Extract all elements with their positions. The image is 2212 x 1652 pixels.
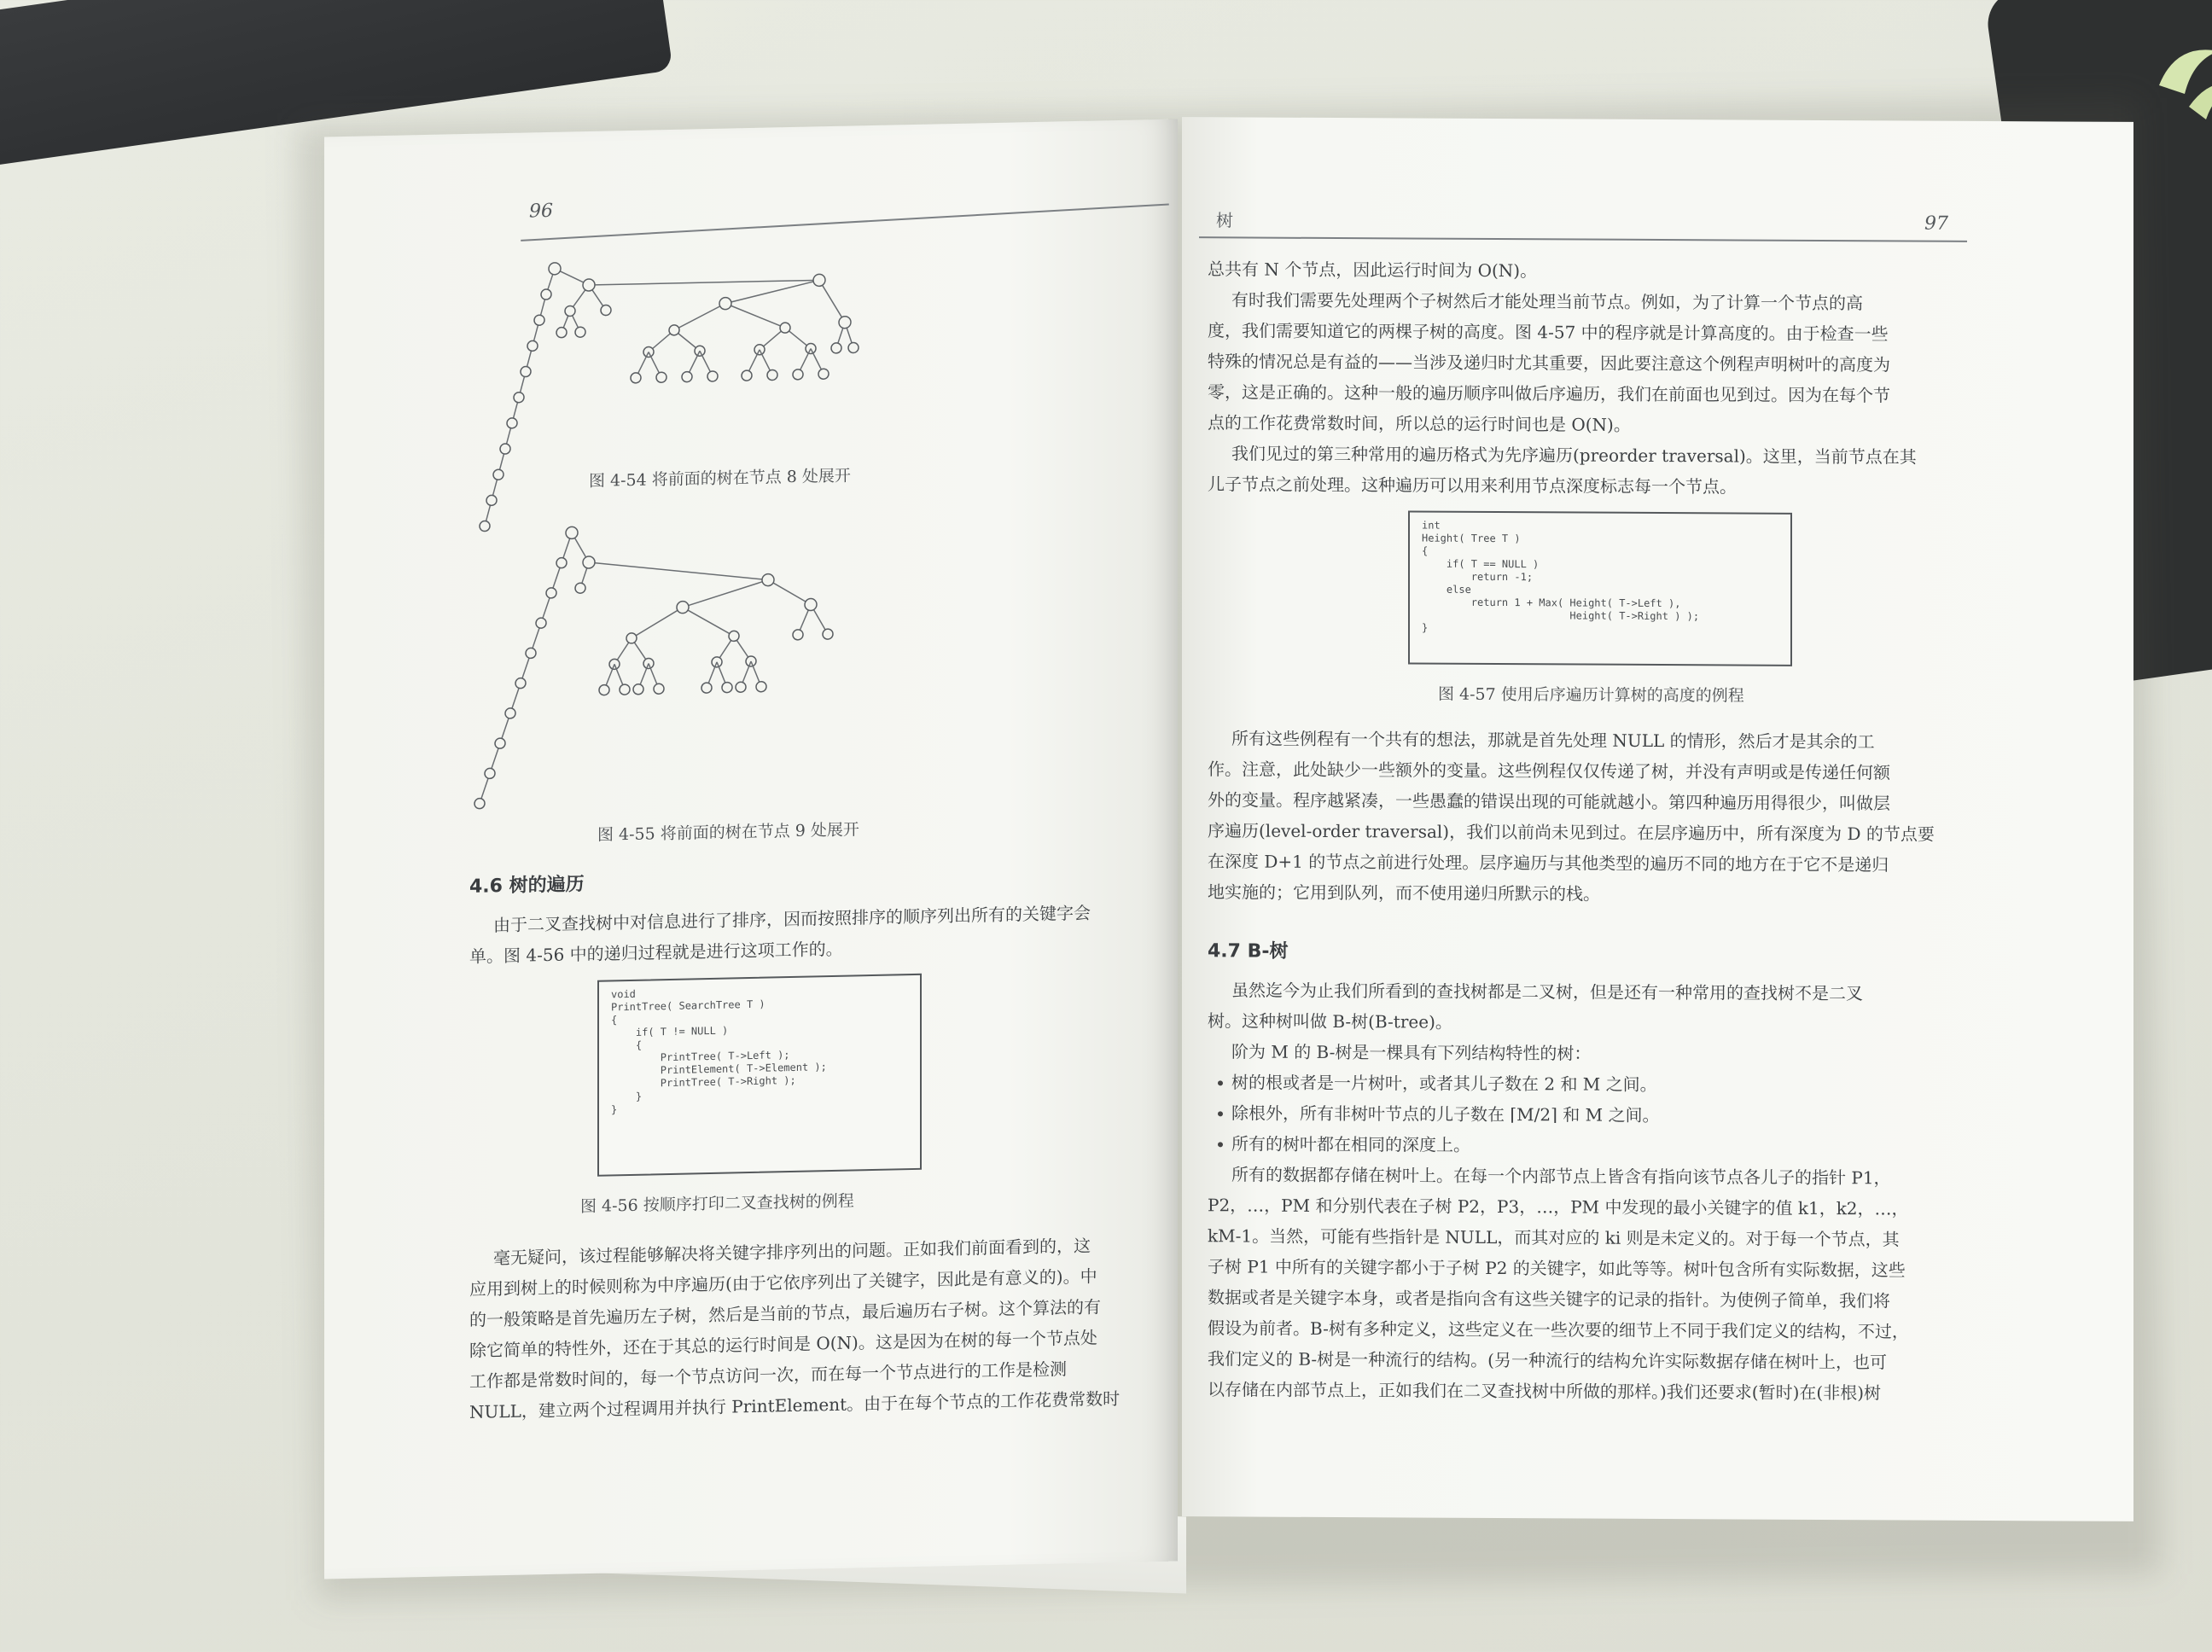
body-line: 外的变量。程序越紧凑，一些愚蠢的错误出现的可能就越小。第四种遍历用得很少，叫做层 (1208, 789, 1890, 814)
btree-paragraph (1208, 974, 1976, 1163)
top-paragraphs (1208, 253, 1976, 503)
code-line: PrintTree( T->Left ); (611, 1049, 790, 1065)
code-line: if( T == NULL ) (1422, 557, 1540, 571)
body-line: 度，我们需要知道它的两棵子树的高度。图 4-57 中的程序就是计算高度的。由于检查一些 (1208, 320, 1889, 345)
body-line: 我们定义的 B-树是一种流行的结构。(另一种流行的结构允许实际数据存储在树叶上，也可 (1208, 1348, 1887, 1373)
body-line: 我们见过的第三种常用的遍历格式为先序遍历(preorder traversal)。这里，当前节点在其 (1231, 443, 1917, 468)
figure-4-55-caption: 图 4-55 将前面的树在节点 9 处展开 (597, 820, 859, 845)
code-box-4-56 (597, 974, 922, 1177)
body-line: 假设为前者。B-树有多种定义，这些定义在一些次要的细节上不同于我们定义的结构，不过， (1208, 1318, 1909, 1342)
section-heading-4-7: 4.7 B-树 (1208, 940, 1289, 963)
left-header-rule (521, 200, 1169, 241)
bullet-item (1208, 1128, 1976, 1163)
bullet-text: 除根外，所有非树叶节点的儿子数在 ⌈M/2⌉ 和 M 之间。 (1231, 1102, 1660, 1126)
body-line: 阶为 M 的 B-树是一棵具有下列结构特性的树： (1231, 1041, 1592, 1064)
body-line: 作。注意，此处缺少一些额外的变量。这些例程仅仅传递了树，并没有声明或是传递任何额 (1208, 759, 1890, 783)
body-line: 有时我们需要先处理两个子树然后才能处理当前节点。例如，为了计算一个节点的高 (1231, 289, 1863, 314)
code-line: return -1; (1422, 570, 1534, 584)
body-line: 儿子节点之前处理。这种遍历可以用来利用节点深度标志每一个节点。 (1208, 474, 1737, 497)
code-line: { (611, 1014, 618, 1027)
code-line: Height( Tree T ) (1422, 532, 1521, 545)
body-line: 毫无疑问，该过程能够解决将关键字排序列出的问题。正如我们前面看到的，这 (493, 1235, 1091, 1269)
code-line: if( T != NULL ) (611, 1024, 729, 1039)
intro-line: 单。图 4-56 中的递归过程就是进行这项工作的。 (469, 938, 843, 967)
code-line: } (611, 1090, 643, 1103)
intro-paragraph (469, 896, 1169, 972)
body-line: 虽然迄今为止我们所看到的查找树都是二叉树，但是还有一种常用的查找树不是二叉 (1231, 980, 1863, 1004)
body-line: kM-1。当然，可能有些指针是 NULL，而其对应的 ki 则是未定义的。对于每一个节点，其 (1208, 1225, 1900, 1250)
body-line: P2，…，PM 和分别代表在子树 P2，P3，…，PM 中发现的最小关键字的值 k1，k2，…， (1208, 1195, 1909, 1219)
code-line: PrintTree( SearchTree T ) (611, 998, 765, 1014)
body-line: 子树 P1 中所有的关键字都小于子树 P2 的关键字，如此等等。树叶包含所有实际数据，这些 (1208, 1256, 1906, 1281)
right-page (1182, 117, 2133, 1521)
code-line: { (1422, 544, 1429, 557)
code-line: int (1422, 519, 1441, 532)
body-line: 应用到树上的时候则称为中序遍历(由于它依序列出了关键字，因此是有意义的)。中 (469, 1265, 1097, 1300)
code-line: { (611, 1038, 643, 1052)
running-head: 树 (1216, 210, 1233, 231)
body-line: 在深度 D+1 的节点之前进行处理。层序遍历与其他类型的遍历不同的地方在于它不是递归 (1208, 851, 1889, 875)
code-line: void (611, 987, 636, 1001)
body-line: 以存储在内部节点上，正如我们在二叉查找树中所做的那样。)我们还要求(暂时)在(非根)树 (1208, 1379, 1882, 1404)
body-line: 地实施的；它用到队列，而不使用递归所默示的栈。 (1208, 881, 1600, 905)
section-heading-4-6: 4.6 树的遍历 (469, 874, 585, 898)
code-line: } (611, 1103, 618, 1116)
body-line: 所有的数据都存储在树叶上。在每一个内部节点上皆含有指向该节点各儿子的指针 P1， (1231, 1164, 1891, 1189)
code-line: PrintTree( T->Right ); (611, 1073, 796, 1091)
bullet-text: 所有的树叶都在相同的深度上。 (1231, 1133, 1470, 1155)
body-line: 数据或者是关键字本身，或者是指向含有这些关键字的记录的指针。为使例子简单，我们将 (1208, 1287, 1890, 1312)
figure-4-56-caption: 图 4-56 按顺序打印二叉查找树的例程 (580, 1191, 854, 1217)
code-line: PrintElement( T->Element ); (611, 1061, 827, 1078)
body-line: 树。这种树叫做 B-树(B-tree)。 (1208, 1010, 1452, 1032)
body-line: 特殊的情况总是有益的——当涉及递归时尤其重要，因此要注意这个例程声明树叶的高度为 (1208, 351, 1890, 375)
bullet-dot (1218, 1111, 1223, 1116)
body-line: 所有这些例程有一个共有的想法，那就是首先处理 NULL 的情形，然后才是其余的工 (1231, 728, 1875, 753)
right-header-rule (1199, 236, 1967, 242)
left-page (324, 119, 1178, 1579)
body-line: 除它简单的特性外，还在于其总的运行时间是 O(N)。这是因为在树的每一个节点处 (469, 1327, 1097, 1361)
bullet-item (1208, 1067, 1976, 1102)
body-line: 总共有 N 个节点，因此运行时间为 O(N)。 (1208, 259, 1538, 282)
code-line: Height( T->Right ) ); (1422, 608, 1700, 623)
body-line: 零，这是正确的。这种一般的遍历顺序叫做后序遍历，我们在前面也见到过。因为在每个节 (1208, 381, 1890, 406)
figure-4-57-caption: 图 4-57 使用后序遍历计算树的高度的例程 (1438, 684, 1744, 706)
body-line: 点的工作花费常数时间，所以总的运行时间也是 O(N)。 (1208, 412, 1631, 435)
body-paragraph (469, 1229, 1169, 1428)
left-page-number: 96 (529, 200, 553, 223)
code-line: } (1422, 621, 1429, 634)
body-line: 的一般策略是首先遍历左子树，然后是当前的节点，最后遍历右子树。这个算法的有 (469, 1296, 1101, 1330)
code-line: else (1422, 583, 1471, 596)
intro-line: 由于二叉查找树中对信息进行了排序，因而按照排序的顺序列出所有的关键字会 (493, 902, 1091, 936)
body-line: 工作都是常数时间的，每一个节点访问一次，而在每一个节点进行的工作是检测 (469, 1358, 1067, 1392)
bullet-item (1208, 1097, 1976, 1132)
code-line: return 1 + Max( Height( T->Left ), (1422, 596, 1681, 610)
mouse-pad-logo (2142, 26, 2212, 128)
bullet-dot (1218, 1142, 1223, 1147)
bottom-paragraph (1208, 1159, 1976, 1409)
middle-paragraph (1208, 723, 1976, 911)
bullet-dot (1218, 1080, 1223, 1085)
code-box-4-57 (1408, 510, 1792, 666)
right-page-number: 97 (1924, 212, 1948, 235)
body-line: NULL，建立两个过程调用并执行 PrintElement。由于在每个节点的工作花费常数时 (469, 1387, 1121, 1422)
figure-4-54-caption: 图 4-54 将前面的树在节点 8 处展开 (589, 466, 851, 491)
body-line: 序遍历(level-order traversal)，我们以前尚未见到过。在层序遍历中，所有深度为 D 的节点要 (1208, 820, 1935, 845)
bullet-text: 树的根或者是一片树叶，或者其儿子数在 2 和 M 之间。 (1231, 1072, 1657, 1095)
